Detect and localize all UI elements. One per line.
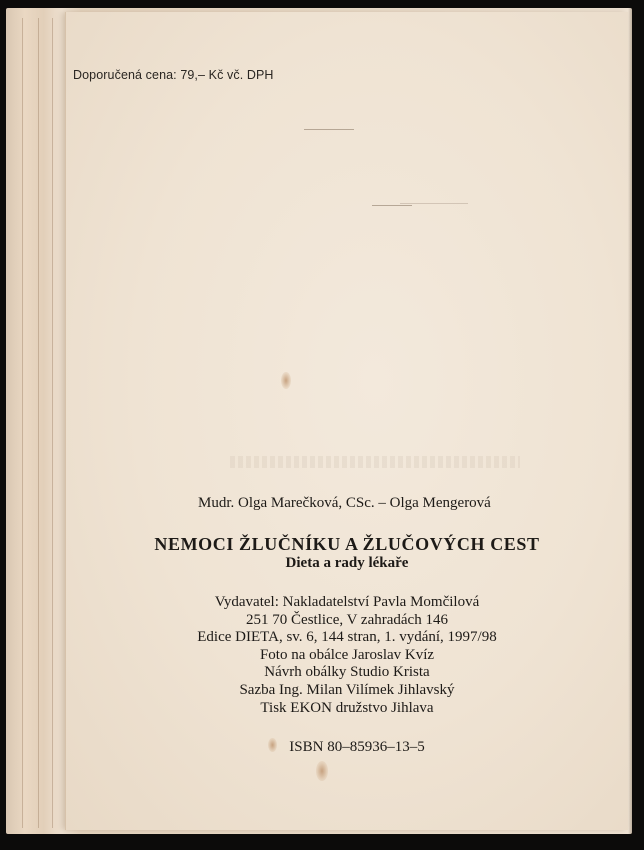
page-edge [52,18,53,828]
imprint-line: Edice DIETA, sv. 6, 144 stran, 1. vydání, 1997/98 [197,629,497,646]
imprint-line: Sazba Ing. Milan Vilímek Jihlavský [239,681,455,698]
book-authors: Mudr. Olga Marečková, CSc. – Olga Mengerová [198,495,491,511]
book-subtitle: Dieta a rady lékaře [285,555,409,571]
pencil-mark [372,205,412,206]
imprint-line: 251 70 Čestlice, V zahradách 146 [246,611,448,628]
show-through-text [230,456,520,468]
page-edge [38,18,39,828]
imprint-line: Foto na obálce Jaroslav Kvíz [259,646,435,663]
imprint-details [66,594,628,717]
page-shadow [628,8,632,834]
pencil-mark [304,129,354,130]
imprint-line: Návrh obálky Studio Krista [264,664,430,681]
page-edge [22,18,23,828]
imprint-line: Vydavatel: Nakladatelství Pavla Momčilová [214,594,480,610]
imprint-line: Tisk EKON družstvo Jihlava [260,699,434,716]
recommended-price: Doporučená cena: 79,– Kč vč. DPH [73,68,274,82]
isbn-number: ISBN 80–85936–13–5 [289,739,425,755]
paper-stain [281,372,291,389]
book-title: NEMOCI ŽLUČNÍKU A ŽLUČOVÝCH CEST [154,534,540,554]
paper-stain [316,761,328,781]
pencil-mark [400,203,468,204]
